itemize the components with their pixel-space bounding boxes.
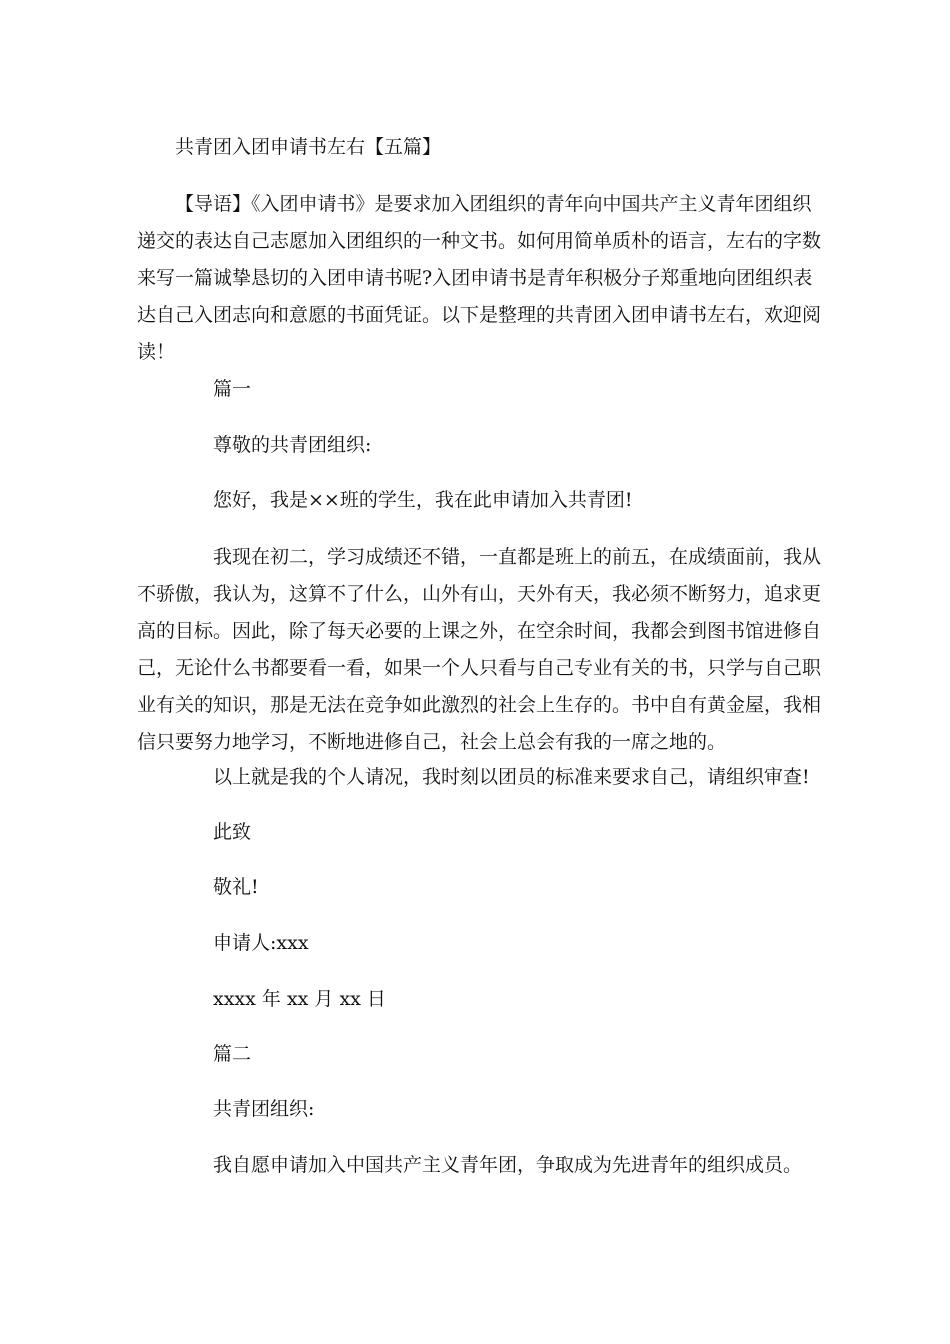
sign-off-line-1: 此致 <box>213 821 252 843</box>
section2-salutation: 共青团组织: <box>213 1098 315 1120</box>
section1-greeting: 您好，我是××班的学生，我在此申请加入共青团! <box>213 489 633 511</box>
section1-heading: 篇一 <box>213 378 252 400</box>
section2-opening: 我自愿申请加入中国共产主义青年团，争取成为先进青年的组织成员。 <box>213 1154 803 1176</box>
sign-off-line-2: 敬礼! <box>213 876 259 898</box>
intro-paragraph: 【导语】《入团申请书》是要求加入团组织的青年向中国共产主义青年团组织递交的表达自己志愿加入团组织的一种文书。如何用简单质朴的语言，左右的字数来写一篇诚挚恳切的入团申请书呢?入团申请书是青年积极分子郑重地向团组织表达自己入团志向和意愿的书面凭证。以下是整理的共青团入团申请书左右，欢迎阅读！ <box>137 193 822 363</box>
date-line: xxxx 年 xx 月 xx 日 <box>213 988 386 1010</box>
section1-closing: 以上就是我的个人请况，我时刻以团员的标准来要求自己，请组织审查! <box>213 766 810 788</box>
document-title: 共青团入团申请书左右【五篇】 <box>175 136 442 158</box>
applicant-line: 申请人:xxx <box>213 932 309 954</box>
section1-salutation: 尊敬的共青团组织: <box>213 434 372 456</box>
section1-body-paragraph: 我现在初二，学习成绩还不错，一直都是班上的前五，在成绩面前，我从不骄傲，我认为，这算不了什么，山外有山，天外有天，我必须不断努力，追求更高的目标。因此，除了每天必要的上课之外，在空余时间，我都会到图书馆进修自己，无论什么书都要看一看，如果一个人只看与自己专业有关的书，只学与自己职业有关的知识，那是无法在竞争如此激烈的社会上生存的。书中自有黄金屋，我相信只要努力地学习，不断地进修自己，社会上总会有我的一席之地的。 <box>137 546 822 753</box>
section2-heading: 篇二 <box>213 1043 252 1065</box>
